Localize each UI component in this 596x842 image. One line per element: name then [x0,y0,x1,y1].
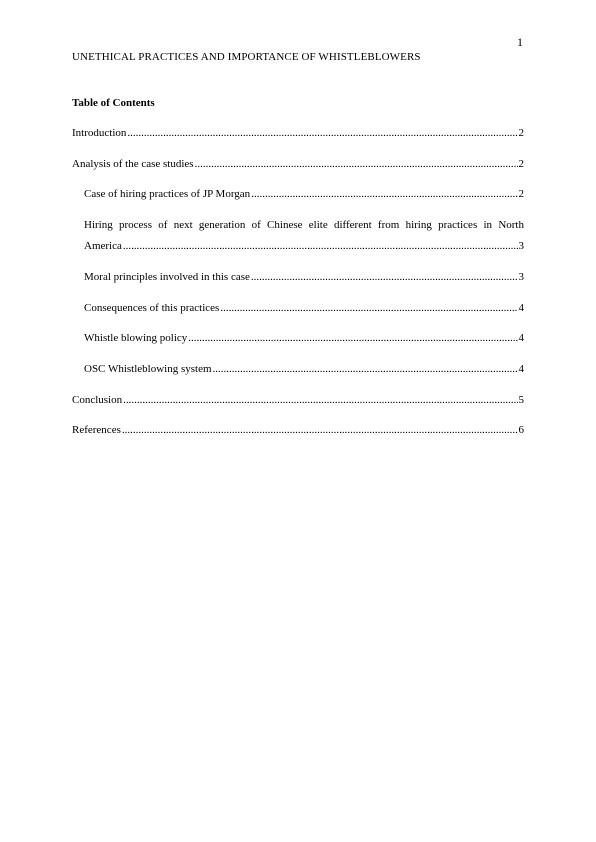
toc-leader-dots [127,126,517,140]
toc-entry-label: Whistle blowing policy [84,332,188,344]
toc-leader-dots [188,331,517,345]
toc-leader-dots [220,301,517,315]
toc-entry-chinese-elite[interactable] [84,218,524,260]
toc-entry-label: Consequences of this practices [84,302,220,314]
toc-leader-dots [123,239,518,253]
toc-entry-page: 2 [518,127,524,139]
toc-entry-introduction[interactable] [72,126,524,140]
toc-entry-page: 2 [518,188,524,200]
toc-entry-label: Introduction [72,127,127,139]
toc-leader-dots [251,187,517,201]
toc-leader-dots [122,423,518,437]
toc-entry-label: Analysis of the case studies [72,158,194,170]
toc-leader-dots [123,393,517,407]
toc-entry-label-line2: America [84,240,122,252]
toc-entry-moral-principles[interactable] [84,270,524,284]
toc-title: Table of Contents [72,97,155,109]
toc-entry-page: 6 [518,424,524,436]
toc-entry-consequences[interactable] [84,301,524,315]
toc-entry-page: 4 [518,302,524,314]
page-number: 1 [517,35,523,49]
running-head: UNETHICAL PRACTICES AND IMPORTANCE OF WHISTLEBLOWERS [72,51,421,63]
toc-entry-label: Case of hiring practices of JP Morgan [84,188,251,200]
toc-entry-line2 [84,239,524,253]
toc-entry-page: 5 [518,394,524,406]
toc-leader-dots [213,362,518,376]
toc-entry-whistle-blowing-policy[interactable] [84,331,524,345]
toc-entry-page: 3 [518,240,524,252]
toc-entry-conclusion[interactable] [72,393,524,407]
toc-entry-references[interactable] [72,423,524,437]
toc-entry-label: Conclusion [72,394,123,406]
toc-entry-label: Moral principles involved in this case [84,271,250,283]
toc-entry-label-line1: Hiring process of next generation of Chinese elite different from hiring practices in North [84,219,524,231]
toc-entry-page: 4 [518,332,524,344]
toc-entry-analysis[interactable] [72,157,524,171]
toc-entry-osc-system[interactable] [84,362,524,376]
toc-leader-dots [195,157,518,171]
toc-entry-label: OSC Whistleblowing system [84,363,212,375]
toc-entry-label: References [72,424,121,436]
toc-leader-dots [251,270,518,284]
toc-entry-page: 2 [518,158,524,170]
toc-entry-page: 3 [518,271,524,283]
toc-entry-jp-morgan[interactable] [84,187,524,201]
toc-entry-page: 4 [518,363,524,375]
